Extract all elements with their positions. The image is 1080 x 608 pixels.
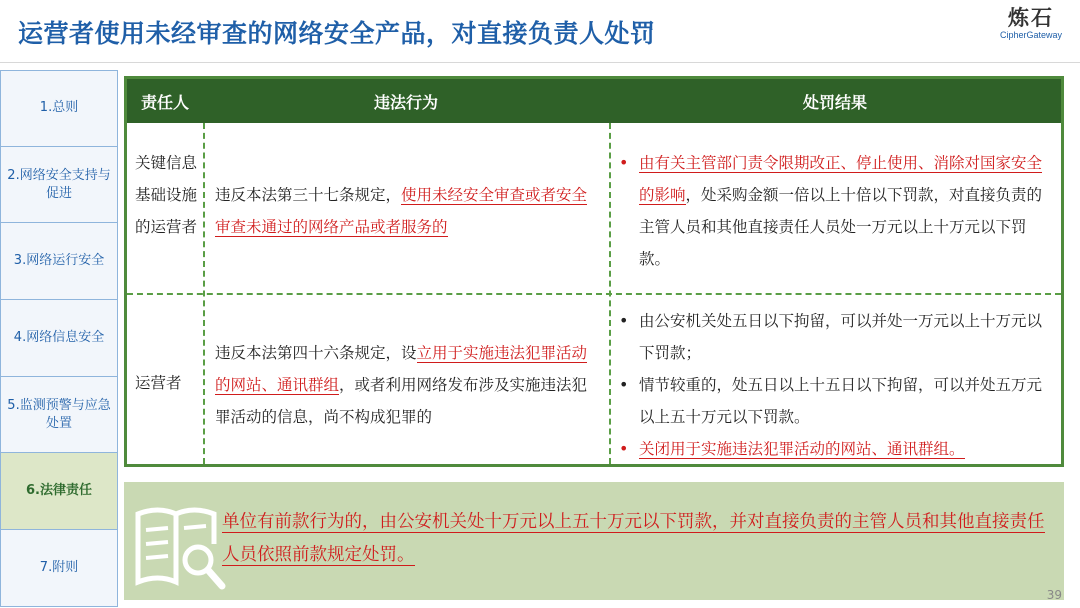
row2-violation-text: 违反本法第四十六条规定，设 (215, 344, 417, 362)
row2-penalty-item2: 情节较重的，处五日以上十五日以下拘留，可以并处五万元以上五十万元以下罚款。 (639, 376, 1043, 426)
list-item (617, 147, 1049, 275)
penalty-table (124, 76, 1064, 467)
row1-party: 关键信息基础设施的运营者 (135, 154, 198, 236)
header-party: 责任人 (140, 92, 189, 112)
row1-violation-text: 违反本法第三十七条规定， (215, 186, 402, 204)
row1-penalty (617, 147, 1049, 275)
note-box (124, 482, 1064, 600)
nav-item-general[interactable]: 1.总则 (0, 70, 118, 147)
nav-item-legal-liability[interactable]: 6.法律责任 (0, 453, 118, 530)
chapter-nav (0, 70, 118, 607)
row1-penalty-text: ，处采购金额一倍以上十倍以下罚款，对直接负责的主管人员和其他直接责任人员处一万元以上十万元以下罚款。 (639, 186, 1043, 268)
row1-violation (215, 179, 599, 243)
row2-violation-text-cont: ，或者利用网络发布涉及实施违法犯罪活动的信息，尚不构成犯罪的 (215, 376, 588, 426)
title-divider (0, 62, 1080, 63)
list-item (617, 369, 1049, 433)
nav-item-support[interactable]: 2.网络安全支持与促进 (0, 147, 118, 224)
row1-violation-highlight: 使用未经安全审查或者安全审查未通过的网络产品或者服务的 (215, 186, 588, 236)
logo-text-cn: 炼石 (1008, 6, 1054, 30)
page-title: 运营者使用未经审查的网络安全产品，对直接负责人处罚 (18, 19, 656, 48)
header-penalty: 处罚结果 (802, 92, 867, 112)
row2-party: 运营者 (135, 374, 182, 392)
list-item (617, 433, 1049, 465)
nav-item-operation[interactable]: 3.网络运行安全 (0, 223, 118, 300)
header-violation: 违法行为 (373, 92, 438, 112)
row2-penalty-item3: 关闭用于实施违法犯罪活动的网站、通讯群组。 (639, 440, 965, 458)
brand-logo (996, 6, 1066, 40)
row2-penalty-item1: 由公安机关处五日以下拘留，可以并处一万元以上十万元以下罚款； (639, 312, 1043, 362)
note-text (222, 506, 1052, 572)
document-search-icon (128, 494, 228, 594)
logo-text-en: CipherGateway (999, 30, 1063, 40)
nav-item-info-security[interactable]: 4.网络信息安全 (0, 300, 118, 377)
nav-item-monitoring[interactable]: 5.监测预警与应急处置 (0, 377, 118, 454)
table-header (127, 79, 1061, 123)
list-item (617, 305, 1049, 369)
note-text-content: 单位有前款行为的，由公安机关处十万元以上五十万元以下罚款，并对直接负责的主管人员和其他直接责任人员依照前款规定处罚。 (222, 512, 1045, 565)
row-divider (127, 293, 1061, 295)
row2-violation (215, 337, 599, 433)
row2-violation-highlight: 立用于实施违法犯罪活动的网站、通讯群组 (215, 344, 588, 394)
page-number: 39 (1046, 588, 1062, 602)
nav-item-supplementary[interactable]: 7.附则 (0, 530, 118, 607)
row1-penalty-highlight: 由有关主管部门责令限期改正、停止使用、消除对国家安全的影响 (639, 154, 1043, 204)
row2-penalty (617, 305, 1049, 465)
